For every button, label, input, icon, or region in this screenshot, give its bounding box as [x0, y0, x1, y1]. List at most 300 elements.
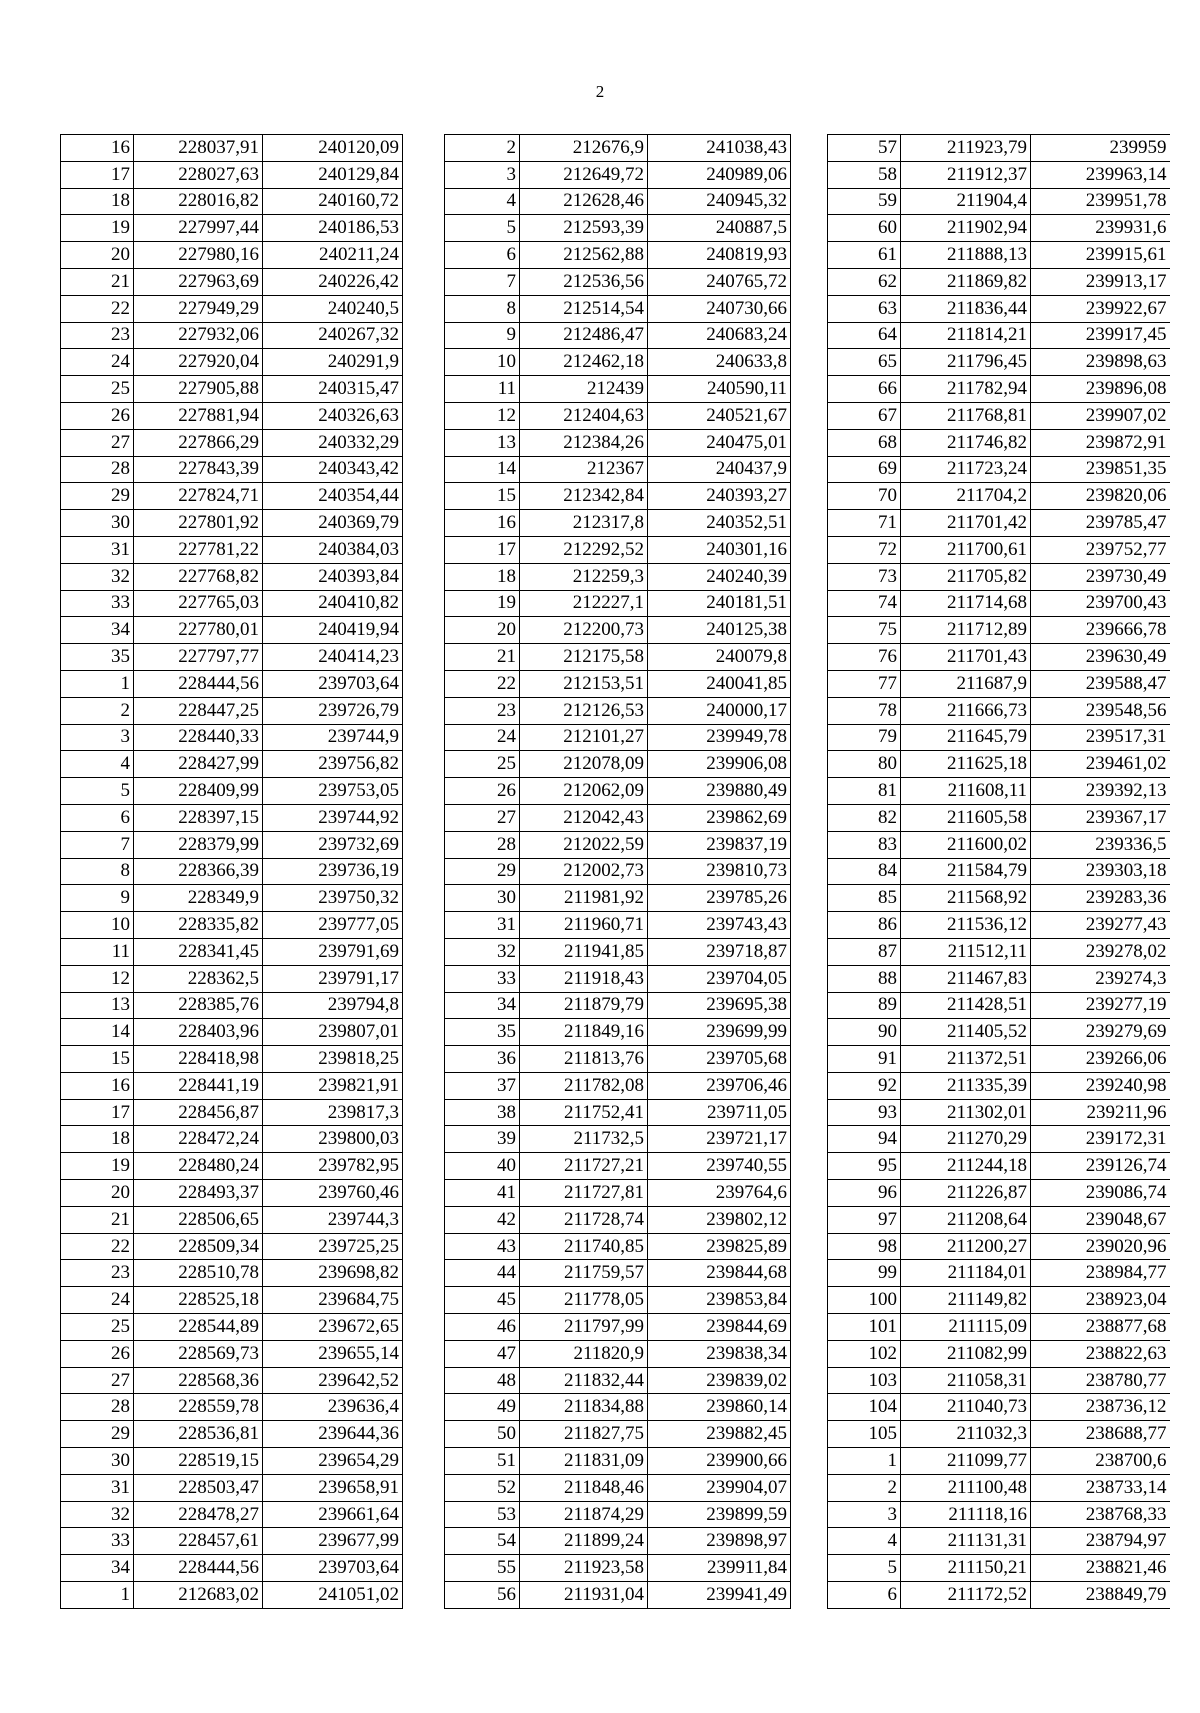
y-coordinate-cell: 239899,59	[648, 1501, 791, 1528]
y-coordinate-cell: 239898,97	[648, 1528, 791, 1555]
y-coordinate-cell: 239705,68	[648, 1046, 791, 1073]
table-row	[61, 912, 403, 939]
table-row	[61, 590, 403, 617]
y-coordinate-cell: 239086,74	[1031, 1180, 1170, 1207]
y-coordinate-cell: 240354,44	[263, 483, 403, 510]
y-coordinate-cell: 240129,84	[263, 161, 403, 188]
y-coordinate-cell: 240887,5	[648, 215, 791, 242]
x-coordinate-cell: 211836,44	[901, 295, 1031, 322]
point-number-cell: 11	[445, 376, 520, 403]
table-row	[445, 376, 791, 403]
x-coordinate-cell: 227843,39	[134, 456, 263, 483]
x-coordinate-cell: 211687,9	[901, 670, 1031, 697]
y-coordinate-cell: 238849,79	[1031, 1582, 1170, 1609]
x-coordinate-cell: 211723,24	[901, 456, 1031, 483]
point-number-cell: 81	[828, 778, 901, 805]
y-coordinate-cell: 239721,17	[648, 1126, 791, 1153]
point-number-cell: 19	[61, 215, 134, 242]
table-row	[61, 1019, 403, 1046]
point-number-cell: 30	[445, 885, 520, 912]
x-coordinate-cell: 211782,94	[901, 376, 1031, 403]
table-row	[828, 858, 1170, 885]
x-coordinate-cell: 211184,01	[901, 1260, 1031, 1287]
x-coordinate-cell: 211796,45	[901, 349, 1031, 376]
table-row	[445, 858, 791, 885]
y-coordinate-cell: 239048,67	[1031, 1206, 1170, 1233]
table-row	[828, 483, 1170, 510]
point-number-cell: 25	[445, 751, 520, 778]
y-coordinate-cell: 238688,77	[1031, 1421, 1170, 1448]
point-number-cell: 12	[61, 965, 134, 992]
table-row	[445, 965, 791, 992]
y-coordinate-cell: 239911,84	[648, 1555, 791, 1582]
y-coordinate-cell: 239732,69	[263, 831, 403, 858]
y-coordinate-cell: 239777,05	[263, 912, 403, 939]
table-row	[445, 242, 791, 269]
x-coordinate-cell: 211728,74	[520, 1206, 648, 1233]
point-number-cell: 44	[445, 1260, 520, 1287]
x-coordinate-cell: 212227,1	[520, 590, 648, 617]
point-number-cell: 88	[828, 965, 901, 992]
y-coordinate-cell: 239736,19	[263, 858, 403, 885]
point-number-cell: 38	[445, 1099, 520, 1126]
point-number-cell: 24	[61, 1287, 134, 1314]
point-number-cell: 21	[61, 268, 134, 295]
y-coordinate-cell: 240765,72	[648, 268, 791, 295]
table-row	[828, 670, 1170, 697]
table-row	[445, 1126, 791, 1153]
point-number-cell: 97	[828, 1206, 901, 1233]
x-coordinate-cell: 211131,31	[901, 1528, 1031, 1555]
table-row	[61, 804, 403, 831]
y-coordinate-cell: 240590,11	[648, 376, 791, 403]
table-row	[445, 1501, 791, 1528]
x-coordinate-cell: 212683,02	[134, 1582, 263, 1609]
point-number-cell: 16	[61, 1072, 134, 1099]
point-number-cell: 79	[828, 724, 901, 751]
point-number-cell: 26	[445, 778, 520, 805]
table-row	[445, 1474, 791, 1501]
table-row	[445, 429, 791, 456]
table-row	[445, 1314, 791, 1341]
table-row	[828, 1421, 1170, 1448]
y-coordinate-cell: 239172,31	[1031, 1126, 1170, 1153]
table-row	[828, 885, 1170, 912]
y-coordinate-cell: 239882,45	[648, 1421, 791, 1448]
point-number-cell: 89	[828, 992, 901, 1019]
y-coordinate-cell: 239963,14	[1031, 161, 1170, 188]
x-coordinate-cell: 211746,82	[901, 429, 1031, 456]
point-number-cell: 75	[828, 617, 901, 644]
point-number-cell: 31	[61, 536, 134, 563]
point-number-cell: 66	[828, 376, 901, 403]
point-number-cell: 56	[445, 1582, 520, 1609]
y-coordinate-cell: 239931,6	[1031, 215, 1170, 242]
point-number-cell: 98	[828, 1233, 901, 1260]
x-coordinate-cell: 212676,9	[520, 135, 648, 162]
x-coordinate-cell: 212439	[520, 376, 648, 403]
x-coordinate-cell: 211902,94	[901, 215, 1031, 242]
point-number-cell: 90	[828, 1019, 901, 1046]
x-coordinate-cell: 211712,89	[901, 617, 1031, 644]
point-number-cell: 10	[445, 349, 520, 376]
point-number-cell: 2	[828, 1474, 901, 1501]
x-coordinate-cell: 212101,27	[520, 724, 648, 751]
x-coordinate-cell: 228568,36	[134, 1367, 263, 1394]
y-coordinate-cell: 239698,82	[263, 1260, 403, 1287]
x-coordinate-cell: 228037,91	[134, 135, 263, 162]
x-coordinate-cell: 211568,92	[901, 885, 1031, 912]
x-coordinate-cell: 211918,43	[520, 965, 648, 992]
x-coordinate-cell: 212384,26	[520, 429, 648, 456]
y-coordinate-cell: 239700,43	[1031, 590, 1170, 617]
x-coordinate-cell: 228510,78	[134, 1260, 263, 1287]
x-coordinate-cell: 228341,45	[134, 938, 263, 965]
table-row	[61, 456, 403, 483]
x-coordinate-cell: 228397,15	[134, 804, 263, 831]
x-coordinate-cell: 228379,99	[134, 831, 263, 858]
point-number-cell: 19	[445, 590, 520, 617]
point-number-cell: 24	[445, 724, 520, 751]
table-row	[828, 215, 1170, 242]
table-row	[828, 1260, 1170, 1287]
x-coordinate-cell: 211904,4	[901, 188, 1031, 215]
table-row	[445, 1555, 791, 1582]
x-coordinate-cell: 228478,27	[134, 1501, 263, 1528]
y-coordinate-cell: 241038,43	[648, 135, 791, 162]
y-coordinate-cell: 238780,77	[1031, 1367, 1170, 1394]
point-number-cell: 36	[445, 1046, 520, 1073]
y-coordinate-cell: 240633,8	[648, 349, 791, 376]
table-row	[828, 1099, 1170, 1126]
point-number-cell: 84	[828, 858, 901, 885]
point-number-cell: 10	[61, 912, 134, 939]
point-number-cell: 96	[828, 1180, 901, 1207]
x-coordinate-cell: 211879,79	[520, 992, 648, 1019]
table-row	[61, 644, 403, 671]
y-coordinate-cell: 239949,78	[648, 724, 791, 751]
point-number-cell: 2	[61, 697, 134, 724]
y-coordinate-cell: 239630,49	[1031, 644, 1170, 671]
y-coordinate-cell: 238736,12	[1031, 1394, 1170, 1421]
table-row	[445, 563, 791, 590]
y-coordinate-cell: 239782,95	[263, 1153, 403, 1180]
table-row	[61, 724, 403, 751]
point-number-cell: 1	[61, 1582, 134, 1609]
y-coordinate-cell: 239959	[1031, 135, 1170, 162]
y-coordinate-cell: 238877,68	[1031, 1314, 1170, 1341]
point-number-cell: 31	[445, 912, 520, 939]
x-coordinate-cell: 211172,52	[901, 1582, 1031, 1609]
point-number-cell: 3	[828, 1501, 901, 1528]
y-coordinate-cell: 239661,64	[263, 1501, 403, 1528]
point-number-cell: 64	[828, 322, 901, 349]
y-coordinate-cell: 238923,04	[1031, 1287, 1170, 1314]
x-coordinate-cell: 211704,2	[901, 483, 1031, 510]
y-coordinate-cell: 239807,01	[263, 1019, 403, 1046]
x-coordinate-cell: 212367	[520, 456, 648, 483]
y-coordinate-cell: 240683,24	[648, 322, 791, 349]
table-row	[445, 215, 791, 242]
x-coordinate-cell: 212628,46	[520, 188, 648, 215]
table-row	[61, 1421, 403, 1448]
x-coordinate-cell: 211931,04	[520, 1582, 648, 1609]
point-number-cell: 50	[445, 1421, 520, 1448]
x-coordinate-cell: 228362,5	[134, 965, 263, 992]
y-coordinate-cell: 239588,47	[1031, 670, 1170, 697]
x-coordinate-cell: 211727,21	[520, 1153, 648, 1180]
y-coordinate-cell: 239699,99	[648, 1019, 791, 1046]
x-coordinate-cell: 228493,37	[134, 1180, 263, 1207]
point-number-cell: 3	[61, 724, 134, 751]
x-coordinate-cell: 211115,09	[901, 1314, 1031, 1341]
y-coordinate-cell: 239838,34	[648, 1340, 791, 1367]
x-coordinate-cell: 211208,64	[901, 1206, 1031, 1233]
x-coordinate-cell: 228335,82	[134, 912, 263, 939]
point-number-cell: 23	[61, 322, 134, 349]
coordinates-table-right	[827, 134, 1170, 1609]
x-coordinate-cell: 212175,58	[520, 644, 648, 671]
x-coordinate-cell: 211705,82	[901, 563, 1031, 590]
point-number-cell: 5	[828, 1555, 901, 1582]
y-coordinate-cell: 238733,14	[1031, 1474, 1170, 1501]
point-number-cell: 18	[61, 188, 134, 215]
y-coordinate-cell: 239744,9	[263, 724, 403, 751]
table-row	[828, 536, 1170, 563]
table-row	[828, 644, 1170, 671]
point-number-cell: 4	[445, 188, 520, 215]
x-coordinate-cell: 228456,87	[134, 1099, 263, 1126]
point-number-cell: 61	[828, 242, 901, 269]
y-coordinate-cell: 240181,51	[648, 590, 791, 617]
table-row	[828, 778, 1170, 805]
table-row	[61, 778, 403, 805]
x-coordinate-cell: 227801,92	[134, 510, 263, 537]
point-number-cell: 39	[445, 1126, 520, 1153]
x-coordinate-cell: 211832,44	[520, 1367, 648, 1394]
point-number-cell: 19	[61, 1153, 134, 1180]
table-row	[445, 1019, 791, 1046]
x-coordinate-cell: 228480,24	[134, 1153, 263, 1180]
table-row	[61, 1206, 403, 1233]
x-coordinate-cell: 211848,46	[520, 1474, 648, 1501]
y-coordinate-cell: 239913,17	[1031, 268, 1170, 295]
y-coordinate-cell: 239941,49	[648, 1582, 791, 1609]
x-coordinate-cell: 211752,41	[520, 1099, 648, 1126]
x-coordinate-cell: 211778,05	[520, 1287, 648, 1314]
point-number-cell: 53	[445, 1501, 520, 1528]
point-number-cell: 13	[61, 992, 134, 1019]
x-coordinate-cell: 228525,18	[134, 1287, 263, 1314]
y-coordinate-cell: 239336,5	[1031, 831, 1170, 858]
table-row	[445, 885, 791, 912]
y-coordinate-cell: 240211,24	[263, 242, 403, 269]
y-coordinate-cell: 240419,94	[263, 617, 403, 644]
table-row	[828, 1501, 1170, 1528]
table-row	[61, 1287, 403, 1314]
x-coordinate-cell: 227765,03	[134, 590, 263, 617]
x-coordinate-cell: 211625,18	[901, 751, 1031, 778]
x-coordinate-cell: 211834,88	[520, 1394, 648, 1421]
table-row	[445, 751, 791, 778]
x-coordinate-cell: 212514,54	[520, 295, 648, 322]
table-row	[61, 670, 403, 697]
y-coordinate-cell: 239240,98	[1031, 1072, 1170, 1099]
x-coordinate-cell: 211869,82	[901, 268, 1031, 295]
y-coordinate-cell: 238821,46	[1031, 1555, 1170, 1582]
point-number-cell: 71	[828, 510, 901, 537]
x-coordinate-cell: 211849,16	[520, 1019, 648, 1046]
x-coordinate-cell: 228366,39	[134, 858, 263, 885]
table-row	[61, 1528, 403, 1555]
table-row	[61, 295, 403, 322]
table-row	[61, 1582, 403, 1609]
table-row	[61, 1046, 403, 1073]
point-number-cell: 15	[61, 1046, 134, 1073]
x-coordinate-cell: 228427,99	[134, 751, 263, 778]
point-number-cell: 92	[828, 1072, 901, 1099]
table-row	[828, 1582, 1170, 1609]
point-number-cell: 20	[61, 242, 134, 269]
x-coordinate-cell: 211082,99	[901, 1340, 1031, 1367]
point-number-cell: 5	[445, 215, 520, 242]
table-row	[61, 617, 403, 644]
point-number-cell: 29	[61, 483, 134, 510]
point-number-cell: 12	[445, 402, 520, 429]
x-coordinate-cell: 227920,04	[134, 349, 263, 376]
table-row	[828, 510, 1170, 537]
table-row	[445, 992, 791, 1019]
y-coordinate-cell: 238822,63	[1031, 1340, 1170, 1367]
y-coordinate-cell: 240945,32	[648, 188, 791, 215]
point-number-cell: 2	[445, 135, 520, 162]
point-number-cell: 87	[828, 938, 901, 965]
point-number-cell: 1	[61, 670, 134, 697]
y-coordinate-cell: 239278,02	[1031, 938, 1170, 965]
y-coordinate-cell: 239706,46	[648, 1072, 791, 1099]
table-row	[445, 1072, 791, 1099]
table-row	[61, 215, 403, 242]
y-coordinate-cell: 239726,79	[263, 697, 403, 724]
x-coordinate-cell: 211912,37	[901, 161, 1031, 188]
table-row	[445, 1528, 791, 1555]
table-row	[445, 724, 791, 751]
y-coordinate-cell: 240079,8	[648, 644, 791, 671]
y-coordinate-cell: 239794,8	[263, 992, 403, 1019]
y-coordinate-cell: 239303,18	[1031, 858, 1170, 885]
table-row	[61, 349, 403, 376]
point-number-cell: 30	[61, 510, 134, 537]
table-row	[445, 1206, 791, 1233]
point-number-cell: 27	[445, 804, 520, 831]
y-coordinate-cell: 239654,29	[263, 1448, 403, 1475]
x-coordinate-cell: 212200,73	[520, 617, 648, 644]
y-coordinate-cell: 239279,69	[1031, 1019, 1170, 1046]
y-coordinate-cell: 239951,78	[1031, 188, 1170, 215]
x-coordinate-cell: 211923,58	[520, 1555, 648, 1582]
y-coordinate-cell: 240393,84	[263, 563, 403, 590]
table-row	[61, 1340, 403, 1367]
point-number-cell: 1	[828, 1448, 901, 1475]
point-number-cell: 73	[828, 563, 901, 590]
x-coordinate-cell: 228472,24	[134, 1126, 263, 1153]
y-coordinate-cell: 240160,72	[263, 188, 403, 215]
x-coordinate-cell: 212002,73	[520, 858, 648, 885]
y-coordinate-cell: 239839,02	[648, 1367, 791, 1394]
x-coordinate-cell: 228506,65	[134, 1206, 263, 1233]
table-row	[61, 268, 403, 295]
point-number-cell: 20	[445, 617, 520, 644]
point-number-cell: 76	[828, 644, 901, 671]
table-row	[61, 536, 403, 563]
x-coordinate-cell: 228503,47	[134, 1474, 263, 1501]
table-row	[61, 1072, 403, 1099]
y-coordinate-cell: 239703,64	[263, 670, 403, 697]
table-row	[61, 402, 403, 429]
y-coordinate-cell: 240125,38	[648, 617, 791, 644]
point-number-cell: 9	[61, 885, 134, 912]
point-number-cell: 48	[445, 1367, 520, 1394]
point-number-cell: 21	[61, 1206, 134, 1233]
table-row	[828, 563, 1170, 590]
x-coordinate-cell: 227997,44	[134, 215, 263, 242]
x-coordinate-cell: 227780,01	[134, 617, 263, 644]
x-coordinate-cell: 228509,34	[134, 1233, 263, 1260]
point-number-cell: 18	[61, 1126, 134, 1153]
x-coordinate-cell: 211732,5	[520, 1126, 648, 1153]
x-coordinate-cell: 211666,73	[901, 697, 1031, 724]
x-coordinate-cell: 211727,81	[520, 1180, 648, 1207]
table-row	[445, 1233, 791, 1260]
y-coordinate-cell: 240369,79	[263, 510, 403, 537]
y-coordinate-cell: 239860,14	[648, 1394, 791, 1421]
table-row	[445, 322, 791, 349]
x-coordinate-cell: 211701,43	[901, 644, 1031, 671]
y-coordinate-cell: 240041,85	[648, 670, 791, 697]
y-coordinate-cell: 239367,17	[1031, 804, 1170, 831]
x-coordinate-cell: 211149,82	[901, 1287, 1031, 1314]
table-row	[445, 1046, 791, 1073]
table-row	[61, 1474, 403, 1501]
table-row	[828, 938, 1170, 965]
table-row	[445, 1099, 791, 1126]
point-number-cell: 26	[61, 402, 134, 429]
x-coordinate-cell: 211226,87	[901, 1180, 1031, 1207]
y-coordinate-cell: 239517,31	[1031, 724, 1170, 751]
x-coordinate-cell: 212536,56	[520, 268, 648, 295]
y-coordinate-cell: 239750,32	[263, 885, 403, 912]
point-number-cell: 32	[61, 1501, 134, 1528]
x-coordinate-cell: 228536,81	[134, 1421, 263, 1448]
y-coordinate-cell: 239917,45	[1031, 322, 1170, 349]
y-coordinate-cell: 239274,3	[1031, 965, 1170, 992]
table-row	[61, 429, 403, 456]
point-number-cell: 41	[445, 1180, 520, 1207]
x-coordinate-cell: 227781,22	[134, 536, 263, 563]
y-coordinate-cell: 241051,02	[263, 1582, 403, 1609]
y-coordinate-cell: 239880,49	[648, 778, 791, 805]
x-coordinate-cell: 228016,82	[134, 188, 263, 215]
y-coordinate-cell: 239820,06	[1031, 483, 1170, 510]
y-coordinate-cell: 239922,67	[1031, 295, 1170, 322]
x-coordinate-cell: 212342,84	[520, 483, 648, 510]
table-row	[828, 1233, 1170, 1260]
x-coordinate-cell: 212404,63	[520, 402, 648, 429]
table-row	[828, 1126, 1170, 1153]
x-coordinate-cell: 228027,63	[134, 161, 263, 188]
y-coordinate-cell: 239277,43	[1031, 912, 1170, 939]
point-number-cell: 7	[445, 268, 520, 295]
